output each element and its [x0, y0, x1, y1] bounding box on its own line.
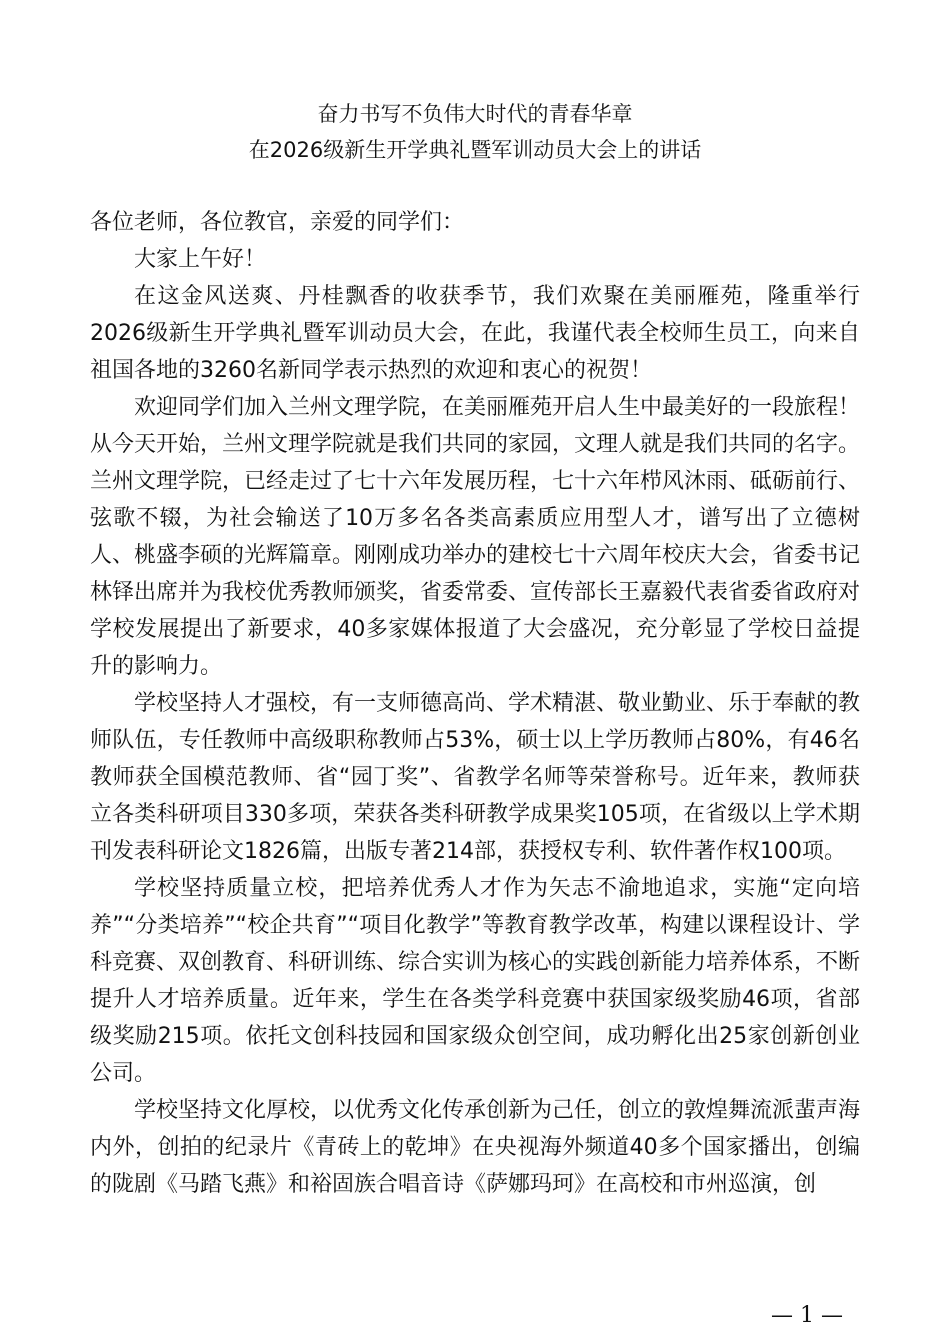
speech-subtitle: 在2026级新生开学典礼暨军训动员大会上的讲话 — [248, 138, 702, 162]
salutation: 各位老师，各位教官，亲爱的同学们： — [90, 210, 465, 235]
page-number: — 1 — — [771, 1303, 843, 1328]
paragraph-culture: 学校坚持文化厚校，以优秀文化传承创新为己任，创立的敦煌舞流派蜚声海内外，创拍的纪录片《青砖上的乾坤》在央视海外频道40多个国家播出，创编的陇剧《马踏飞燕》和裕固族合唱音诗《萨娜玛珂》在高校和市州巡演，创 — [90, 1098, 861, 1197]
paragraph-welcome: 在这金风送爽、丹桂飘香的收获季节，我们欢聚在美丽雁苑，隆重举行2026级新生开学典礼暨军训动员大会，在此，我谨代表全校师生员工，向来自祖国各地的3260名新同学表示热烈的欢迎和衷心的祝贺！ — [90, 284, 860, 383]
paragraph-talent: 学校坚持人才强校，有一支师德高尚、学术精湛、敬业勤业、乐于奉献的教师队伍，专任教师中高级职称教师占53%，硕士以上学历教师占80%，有46名教师获全国模范教师、省“园丁奖”、省教学名师等荣誉称号。近年来，教师获立各类科研项目330多项，荣获各类科研教学成果奖105项，在省级以上学术期刊发表科研论文1826篇，出版专著214部，获授权专利、软件著作权100项。 — [90, 691, 861, 864]
title-block — [0, 96, 950, 168]
paragraph-greeting: 大家上午好！ — [134, 247, 267, 272]
paragraph-school-history: 欢迎同学们加入兰州文理学院，在美丽雁苑开启人生中最美好的一段旅程！从今天开始，兰州文理学院就是我们共同的家园，文理人就是我们共同的名字。兰州文理学院，已经走过了七十六年发展历程，七十六年栉风沐雨、砥砺前行、弦歌不辍，为社会输送了10万多名各类高素质应用型人才，谱写出了立德树人、桃盛李硕的光辉篇章。刚刚成功举办的建校七十六周年校庆大会，省委书记林铎出席并为我校优秀教师颁奖，省委常委、宣传部长王嘉毅代表省委省政府对学校发展提出了新要求，40多家媒体报道了大会盛况，充分彰显了学校日益提升的影响力。 — [90, 395, 861, 679]
paragraph-quality: 学校坚持质量立校，把培养优秀人才作为矢志不渝地追求，实施“定向培养”“分类培养”“校企共育”“项目化教学”等教育教学改革，构建以课程设计、学科竞赛、双创教育、科研训练、综合实训为核心的实践创新能力培养体系，不断提升人才培养质量。近年来，学生在各类学科竞赛中获国家级奖励46项，省部级奖励215项。依托文创科技园和国家级众创空间，成功孵化出25家创新创业公司。 — [90, 876, 861, 1086]
speech-title: 奋力书写不负伟大时代的青春华章 — [317, 102, 633, 126]
speech-body — [90, 204, 860, 1203]
